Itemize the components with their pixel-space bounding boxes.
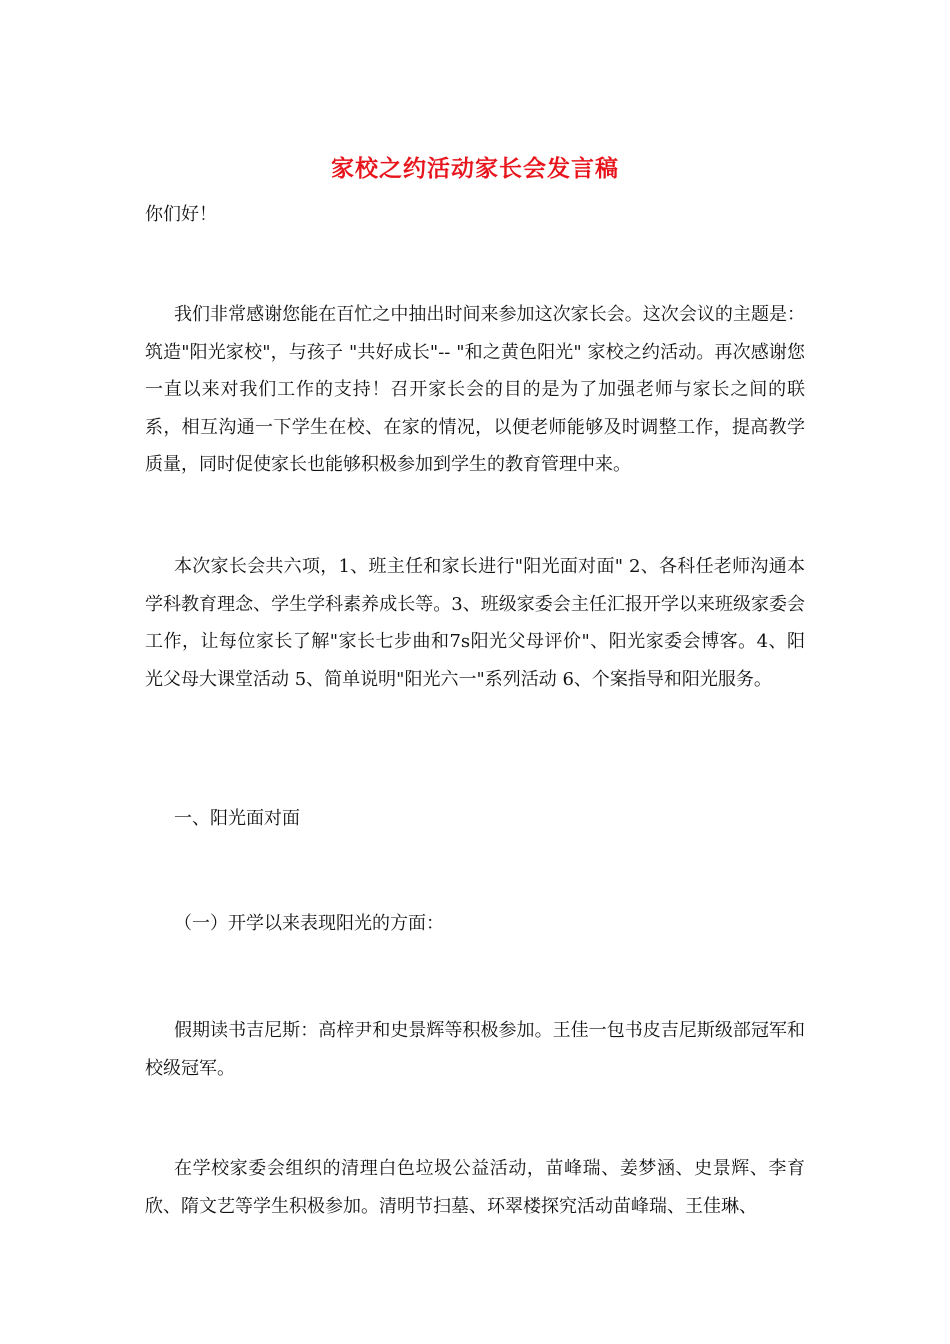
subsection-heading: （一）开学以来表现阳光的方面： bbox=[174, 913, 444, 934]
paragraph-agenda: 本次家长会共六项，1、班主任和家长进行"阳光面对面" 2、各科任老师沟通本学科教育理念、学生学科素养成长等。3、班级家委会主任汇报开学以来班级家委会工作，让每位家长了解"家长七步曲和7s阳光父母评价"、阳光家委会博客。4、阳光父母大课堂活动 5、简单说明"阳光六一"系列活动 6、个案指导和阳光服务。 bbox=[145, 556, 805, 690]
paragraph-intro: 我们非常感谢您能在百忙之中抽出时间来参加这次家长会。这次会议的主题是：筑造"阳光家校"，与孩子 "共好成长"-- "和之黄色阳光" 家校之约活动。再次感谢您一直以来对我们工作的支持！召开家长会的目的是为了加强老师与家长之间的联系，相互沟通一下学生在校、在家的情况，以便老师能够及时调整工作，提高教学质量，同时促使家长也能够积极参加到学生的教育管理中来。 bbox=[145, 304, 805, 475]
paragraph-activities: 在学校家委会组织的清理白色垃圾公益活动，苗峰瑞、姜梦涵、史景辉、李育欣、隋文艺等学生积极参加。清明节扫墓、环翠楼探究活动苗峰瑞、王佳琳、 bbox=[145, 1158, 805, 1217]
section-heading: 一、阳光面对面 bbox=[174, 808, 300, 829]
document-title: 家校之约活动家长会发言稿 bbox=[331, 155, 619, 182]
greeting: 你们好！ bbox=[145, 204, 217, 225]
paragraph-reading: 假期读书吉尼斯：高梓尹和史景辉等积极参加。王佳一包书皮吉尼斯级部冠军和校级冠军。 bbox=[145, 1020, 805, 1079]
